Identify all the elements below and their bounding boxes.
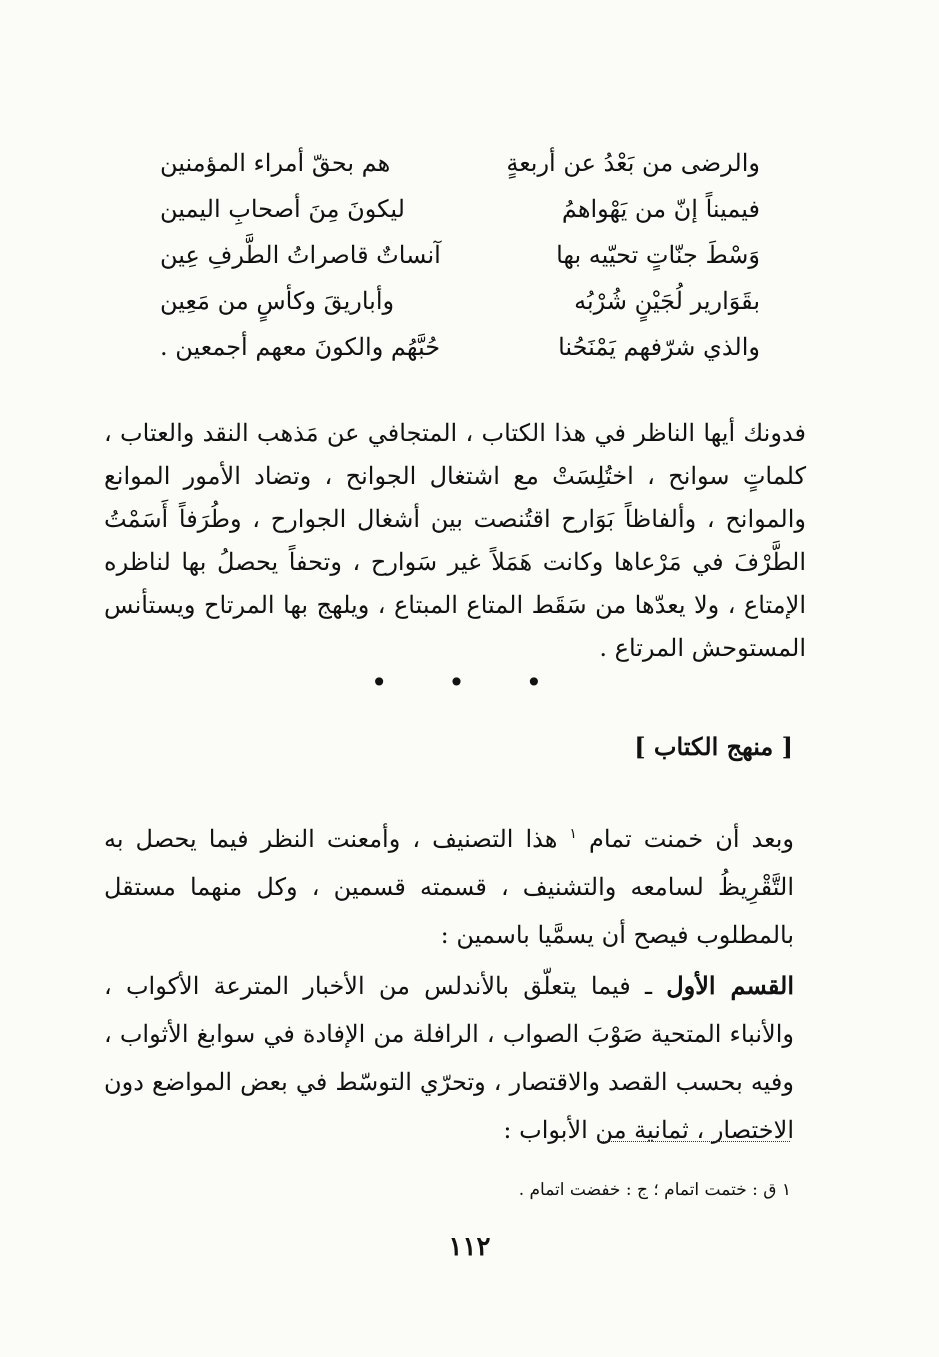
footnote-reference[interactable]: ١ xyxy=(569,826,577,842)
verse-second-hemistich: ليكونَ مِنَ أصحابِ اليمين xyxy=(160,195,405,223)
poem-verse xyxy=(160,232,760,278)
verse-first-hemistich: بقَوَارير لُجَيْنٍ شُرْبُه xyxy=(574,287,760,315)
verse-second-hemistich: هم بحقّ أمراء المؤمنين xyxy=(160,149,391,177)
verse-first-hemistich: وَسْطَ جنّاتٍ تحيّيه بها xyxy=(556,241,760,269)
verse-first-hemistich: فيميناً إنّ من يَهْواهمُ xyxy=(561,195,760,223)
poem-verse xyxy=(160,278,760,324)
poem-verse xyxy=(160,324,760,370)
first-part-term: القسم الأول xyxy=(666,971,794,1000)
method-paragraph xyxy=(104,810,794,959)
page-number: ١١٢ xyxy=(448,1232,491,1262)
intro-paragraph: فدونك أيها الناظر في هذا الكتاب ، المتجافي عن مَذهب النقد والعتاب ، كلماتٍ سوانح ، اختُلِسَتْ مع اشتغال الجوانح ، وتضاد الأمور الموانع والموانح ، وألفاظاً بَوَارح اقتُنصت بين أشغال الجوارح ، وطُرَفاً أَسَمْتُ الطَّرْفَ في مَرْعاها وكانت هَمَلاً غير سَوارح ، وتحفاً يحصلُ بها لناظره الإمتاع ، ولا يعدّها من سَقَط المتاع المبتاع ، ويلهج بها المرتاح ويستأنس المستوحش المرتاع . xyxy=(104,419,806,662)
verse-second-hemistich: حُبَّهُم والكونَ معهم أجمعين . xyxy=(160,333,441,361)
footnote-divider xyxy=(600,1141,790,1142)
verse-first-hemistich: والذي شرّفهم يَمْنَحُنا xyxy=(558,333,760,361)
verse-second-hemistich: وأباريقَ وكأسٍ من مَعِين xyxy=(160,287,395,315)
poem-verse xyxy=(160,186,760,232)
method-text-rest: هذا التصنيف ، وأمعنت النظر فيما يحصل به التَّقْرِيظُ لسامعه والتشنيف ، قسمته قسمين ، وكل منهما مستقل بالمطلوب فيصح أن يسمَّيا باسمين : xyxy=(104,825,794,949)
section-heading: [ منهج الكتاب ] xyxy=(634,732,793,761)
poem xyxy=(160,140,760,370)
section-ornament: • • • xyxy=(370,666,569,699)
verse-first-hemistich: والرضى من بَعْدُ عن أربعةٍ xyxy=(506,149,760,177)
poem-verse xyxy=(160,140,760,186)
first-part-paragraph xyxy=(104,962,794,1154)
first-part-text: ـ فيما يتعلّق بالأندلس من الأخبار المترعة الأكواب ، والأنباء المتحية صَوْبَ الصواب ، الرافلة من الإفادة في سوابغ الأثواب ، وفيه بحسب القصد والاقتصار ، وتحرّي التوسّط في بعض المواضع دون الاختصار ، ثمانية من الأبواب : xyxy=(104,972,794,1144)
method-text-start: وبعد أن خمنت تمام xyxy=(588,825,794,853)
footnote: ١ ق : ختمت اتمام ؛ ج : خفضت اتمام . xyxy=(518,1180,791,1200)
verse-second-hemistich: آنساتٌ قاصراتُ الطَّرفِ عِين xyxy=(160,241,441,269)
